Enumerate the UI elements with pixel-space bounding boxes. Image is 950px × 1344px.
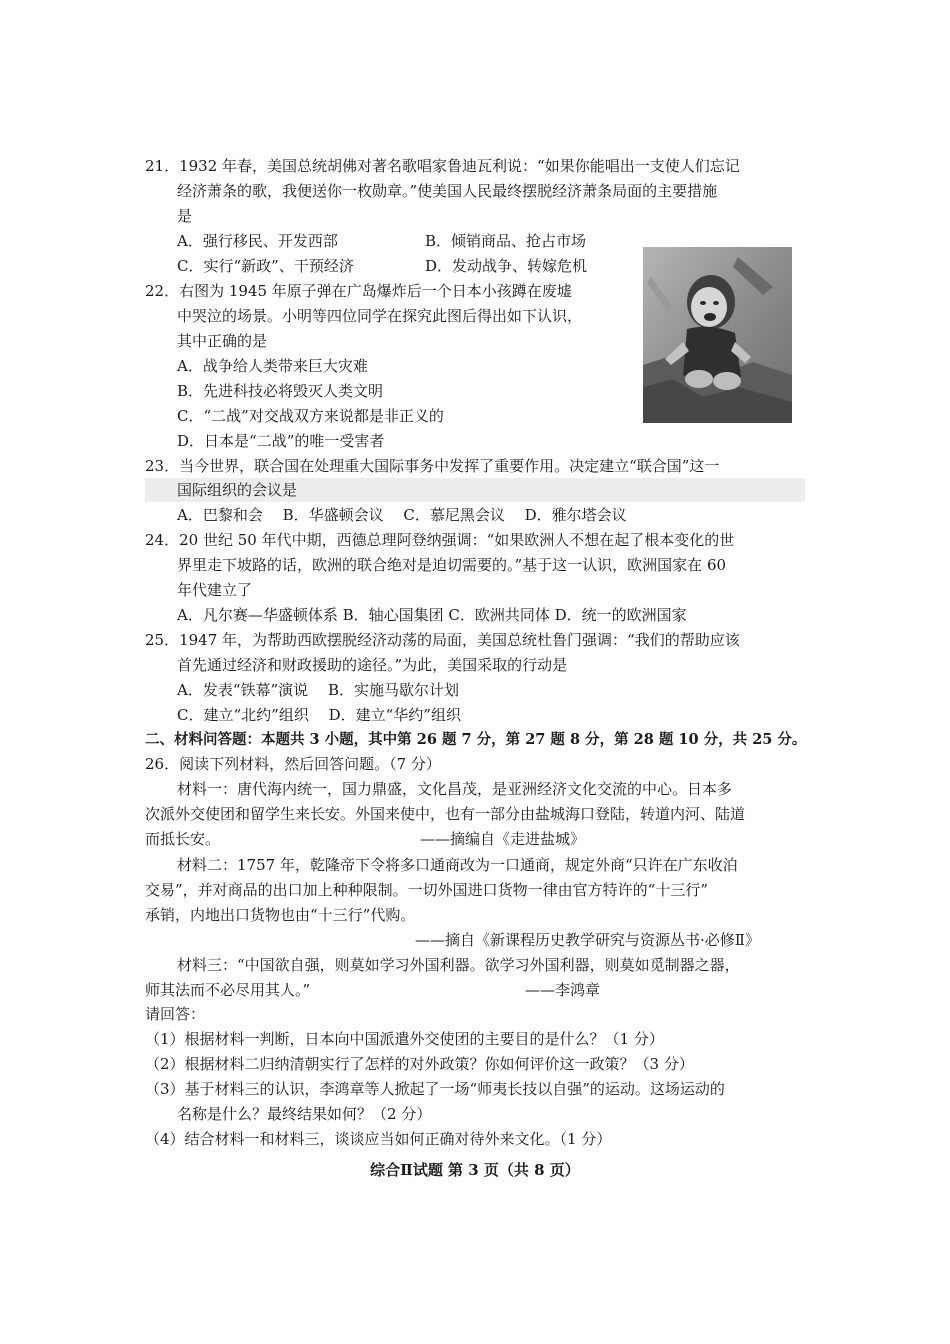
q24-line2: 界里走下坡路的话，欧洲的联合绝对是迫切需要的。”基于这一认识，欧洲国家在 60	[177, 556, 727, 574]
q25-line2: 首先通过经济和财政援助的途径。”为此，美国采取的行动是	[177, 656, 568, 674]
q26-sub3-line1: （3）基于材料三的认识，李鸿章等人掀起了一场“师夷长技以自强”的运动。这场运动的	[145, 1080, 725, 1098]
q24-options: A．凡尔赛—华盛顿体系 B．轴心国集团 C．欧洲共同体 D．统一的欧洲国家	[177, 606, 687, 624]
q23-line1: 23．当今世界，联合国在处理重大国际事务中发挥了重要作用。决定建立“联合国”这一	[145, 457, 720, 475]
q26-material2-source: ——摘自《新课程历史教学研究与资源丛书·必修Ⅱ》	[415, 931, 760, 949]
q22-option-d: D．日本是“二战”的唯一受害者	[177, 432, 385, 450]
photo-illustration	[643, 247, 792, 423]
q26-material3-line2: 师其法而不必尽用其人。”	[145, 981, 311, 999]
q21-option-b: B．倾销商品、抢占市场	[425, 232, 587, 250]
q26-sub1: （1）根据材料一判断，日本向中国派遣外交使团的主要目的是什么？（1 分）	[145, 1030, 664, 1048]
q22-option-c: C．“二战”对交战双方来说都是非正义的	[177, 407, 444, 425]
q22-option-b: B．先进科技必将毁灭人类文明	[177, 382, 384, 400]
q22-option-a: A．战争给人类带来巨大灾难	[177, 357, 368, 375]
q26-material1-source: ——摘编自《走进盐城》	[420, 830, 586, 848]
q26-material3-source: ——李鸿章	[525, 981, 601, 999]
page-footer: 综合Ⅱ试题 第 3 页（共 8 页）	[370, 1161, 580, 1179]
q22-line1: 22．右图为 1945 年原子弹在广岛爆炸后一个日本小孩蹲在废墟	[145, 282, 572, 300]
q26-sub4: （4）结合材料一和材料三，谈谈应当如何正确对待外来文化。（1 分）	[145, 1130, 612, 1148]
q22-line2: 中哭泣的场景。小明等四位同学在探究此图后得出如下认识，	[177, 307, 583, 325]
q22-line3: 其中正确的是	[177, 332, 268, 350]
q26-material3-line1: 材料三：“中国欲自强，则莫如学习外国利器。欲学习外国利器，则莫如觅制器之器，	[177, 956, 740, 974]
q21-option-c: C．实行“新政”、干预经济	[177, 257, 354, 275]
q26-sub2: （2）根据材料二归纳清朝实行了怎样的对外政策？你如何评价这一政策？（3 分）	[145, 1055, 694, 1073]
q21-line1: 21．1932 年春，美国总统胡佛对著名歌唱家鲁迪瓦利说：“如果你能唱出一支使人们忘记	[145, 157, 740, 175]
q24-line1: 24．20 世纪 50 年代中期，西德总理阿登纳强调：“如果欧洲人不想在起了根本变化的世	[145, 531, 735, 549]
q25-options-cd: C．建立“北约”组织 D．建立“华约”组织	[177, 706, 461, 724]
q23-line2: 国际组织的会议是	[145, 478, 805, 502]
q26-material2-line2: 交易”，并对商品的出口加上种种限制。一切外国进口货物一律由官方特许的“十三行”	[145, 881, 709, 899]
hiroshima-child-photo	[643, 247, 792, 423]
q26-material1-line1: 材料一：唐代海内统一，国力鼎盛，文化昌茂，是亚洲经济文化交流的中心。日本多	[177, 780, 733, 798]
q21-option-a: A．强行移民、开发西部	[177, 232, 338, 250]
q23-options: A．巴黎和会 B．华盛顿会议 C．慕尼黑会议 D．雅尔塔会议	[177, 506, 627, 524]
q21-line2: 经济萧条的歌，我便送你一枚勋章。”使美国人民最终摆脱经济萧条局面的主要措施	[177, 182, 718, 200]
section-2-heading: 二、材料问答题：本题共 3 小题，其中第 26 题 7 分，第 27 题 8 分，第 28 题 10 分，共 25 分。	[145, 731, 807, 748]
q26-material1-line3: 而抵长安。	[145, 830, 221, 848]
q21-line3: 是	[177, 207, 193, 225]
q25-line1: 25．1947 年，为帮助西欧摆脱经济动荡的局面，美国总统杜鲁门强调：“我们的帮助应该	[145, 631, 740, 649]
q26-prompt: 请回答：	[145, 1005, 206, 1023]
q26-material1-line2: 次派外交使团和留学生来长安。外国来使中，也有一部分由盐城海口登陆，转道内河、陆道	[145, 805, 746, 823]
q26-material2-line3: 承销，内地出口货物也由“十三行”代购。	[145, 906, 416, 924]
q26-material2-line1: 材料二：1757 年，乾隆帝下令将多口通商改为一口通商，规定外商“只许在广东收泊	[177, 856, 738, 874]
q26-intro: 26．阅读下列材料，然后回答问题。（7 分）	[145, 755, 441, 773]
q24-line3: 年代建立了	[177, 581, 253, 599]
q26-sub3-line2: 名称是什么？最终结果如何？（2 分）	[177, 1105, 432, 1123]
q21-option-d: D．发动战争、转嫁危机	[425, 257, 588, 275]
q25-options-ab: A．发表“铁幕”演说 B．实施马歇尔计划	[177, 681, 459, 699]
